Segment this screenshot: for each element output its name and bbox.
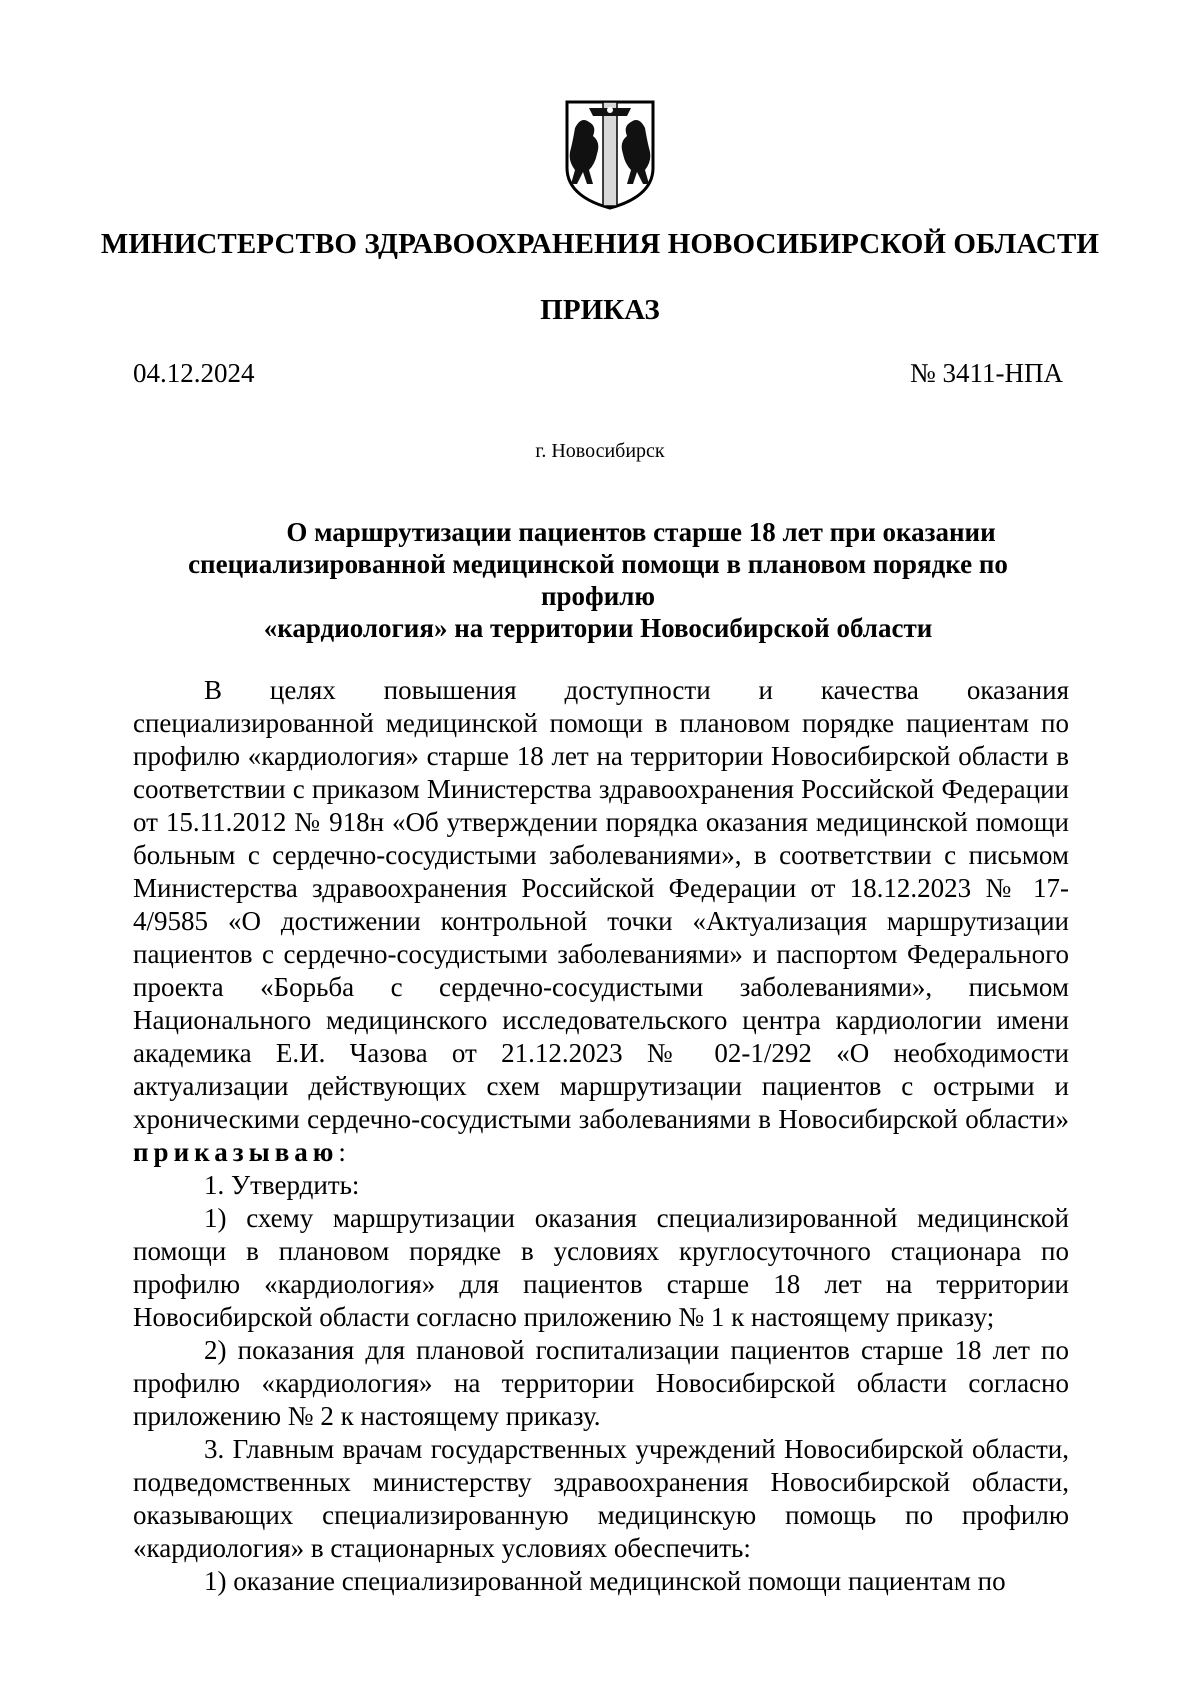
item-1-1: 1) схему маршрутизации оказания специализированной медицинской помощи в плановом порядке в условиях круглосуточного стационара по профилю «кардиология» для пациентов старше 18 лет на территории Новосибирской области согласно приложению № 1 к настоящему приказу; [133, 1203, 1069, 1332]
item-1: 1. Утвердить: [204, 1170, 360, 1200]
title-line-2: специализированной медицинской помощи в плановом порядке по профилю [188, 549, 1008, 611]
document-title [133, 516, 1063, 644]
document-date: 04.12.2024 [133, 358, 255, 388]
order-colon: : [338, 1137, 346, 1167]
order-word: приказываю [133, 1137, 339, 1167]
document-body [133, 674, 1069, 1598]
coat-of-arms-icon [563, 98, 657, 210]
title-line-1: О маршрутизации пациентов старше 18 лет при оказании [286, 517, 996, 547]
preamble-text: В целях повышения доступности и качества оказания специализированной медицинской помощи в плановом порядке пациентам по профилю «кардиология» старше 18 лет на территории Новосибирской области в соответствии с приказом Министерства здравоохранения Российской Федерации от 15.11.2012 № 918н «Об утверждении порядка оказания медицинской помощи больным с сердечно-сосудистыми заболеваниями», в соответствии с письмом Министерства здравоохранения Российской Федерации от 18.12.2023 № 17-4/9585 «О достижении контрольной точки «Актуализация маршрутизации пациентов с сердечно-сосудистыми заболеваниями» и паспортом Федерального проекта «Борьба с сердечно-сосудистыми заболеваниями», письмом Национального медицинского исследовательского центра кардиологии имени академика Е.И. Чазова от 21.12.2023 № 02-1/292 «О необходимости актуализации действующих схем маршрутизации пациентов с острыми и хроническими сердечно-сосудистыми заболеваниями в Новосибирской области» [133, 675, 1069, 1134]
title-line-3: «кардиология» на территории Новосибирской области [263, 613, 933, 643]
ministry-name: МИНИСТЕРСТВО ЗДРАВООХРАНЕНИЯ НОВОСИБИРСКОЙ ОБЛАСТИ [100, 228, 1100, 260]
preamble-paragraph [133, 674, 1069, 1169]
item-3: 3. Главным врачам государственных учреждений Новосибирской области, подведомственных министерству здравоохранения Новосибирской области, оказывающих специализированную медицинскую помощь по профилю «кардиология» в стационарных условиях обеспечить: [133, 1434, 1069, 1563]
item-3-1: 1) оказание специализированной медицинской помощи пациентам по [204, 1566, 1006, 1596]
document-type: ПРИКАЗ [540, 294, 660, 326]
item-1-2: 2) показания для плановой госпитализации пациентов старше 18 лет по профилю «кардиология» на территории Новосибирской области согласно приложению № 2 к настоящему приказу. [133, 1335, 1069, 1431]
document-number: № 3411-НПА [910, 358, 1063, 388]
document-city: г. Новосибирск [535, 440, 665, 462]
